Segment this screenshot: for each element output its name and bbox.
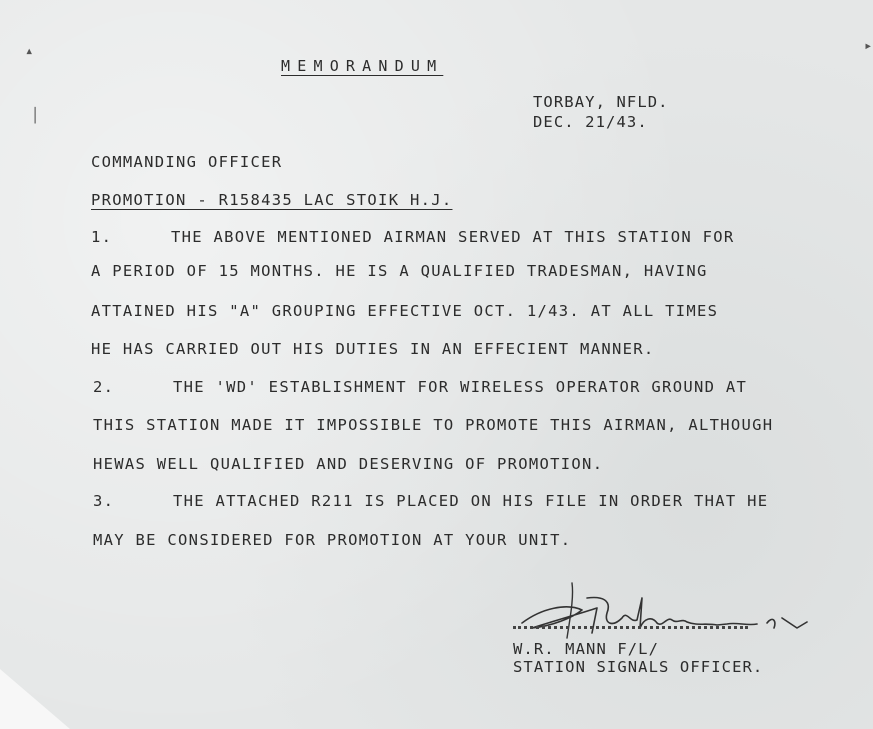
paragraph-3-line-1 <box>93 492 768 510</box>
paragraph-number: 2. <box>93 378 115 396</box>
paragraph-text: THE ABOVE MENTIONED AIRMAN SERVED AT THIS STATION FOR <box>171 228 735 246</box>
margin-mark: ▴ <box>25 43 34 59</box>
paragraph-1-line-4: HE HAS CARRIED OUT HIS DUTIES IN AN EFFECIENT MANNER. <box>91 340 655 358</box>
paragraph-number: 3. <box>93 492 115 510</box>
memo-subject: PROMOTION - R158435 LAC STOIK H.J. <box>91 191 453 209</box>
memo-location: TORBAY, NFLD. <box>533 93 669 111</box>
paragraph-1-line-1 <box>91 228 734 246</box>
paragraph-text: THE ATTACHED R211 IS PLACED ON HIS FILE IN ORDER THAT HE <box>173 492 769 510</box>
paragraph-1-line-2: A PERIOD OF 15 MONTHS. HE IS A QUALIFIED TRADESMAN, HAVING <box>91 262 708 280</box>
paragraph-number: 1. <box>91 228 113 246</box>
memo-date: DEC. 21/43. <box>533 113 648 131</box>
handwritten-signature <box>512 578 812 648</box>
paragraph-1-line-3: ATTAINED HIS "A" GROUPING EFFECTIVE OCT. 1/43. AT ALL TIMES <box>91 302 719 320</box>
memo-recipient: COMMANDING OFFICER <box>91 153 283 171</box>
paragraph-2-line-3: HEWAS WELL QUALIFIED AND DESERVING OF PROMOTION. <box>93 455 604 473</box>
paragraph-text: THE 'WD' ESTABLISHMENT FOR WIRELESS OPERATOR GROUND AT <box>173 378 748 396</box>
margin-mark: ▸ <box>864 38 873 54</box>
signature-line <box>513 626 748 629</box>
margin-mark: │ <box>31 108 40 124</box>
paper-corner <box>0 669 70 729</box>
paragraph-2-line-1 <box>93 378 747 396</box>
paragraph-3-line-2: MAY BE CONSIDERED FOR PROMOTION AT YOUR UNIT. <box>93 531 572 549</box>
paragraph-2-line-2: THIS STATION MADE IT IMPOSSIBLE TO PROMOTE THIS AIRMAN, ALTHOUGH <box>93 416 774 434</box>
signatory-name: W.R. MANN F/L/ <box>513 640 660 658</box>
signatory-title: STATION SIGNALS OFFICER. <box>513 658 764 676</box>
memo-title: MEMORANDUM <box>281 57 444 75</box>
